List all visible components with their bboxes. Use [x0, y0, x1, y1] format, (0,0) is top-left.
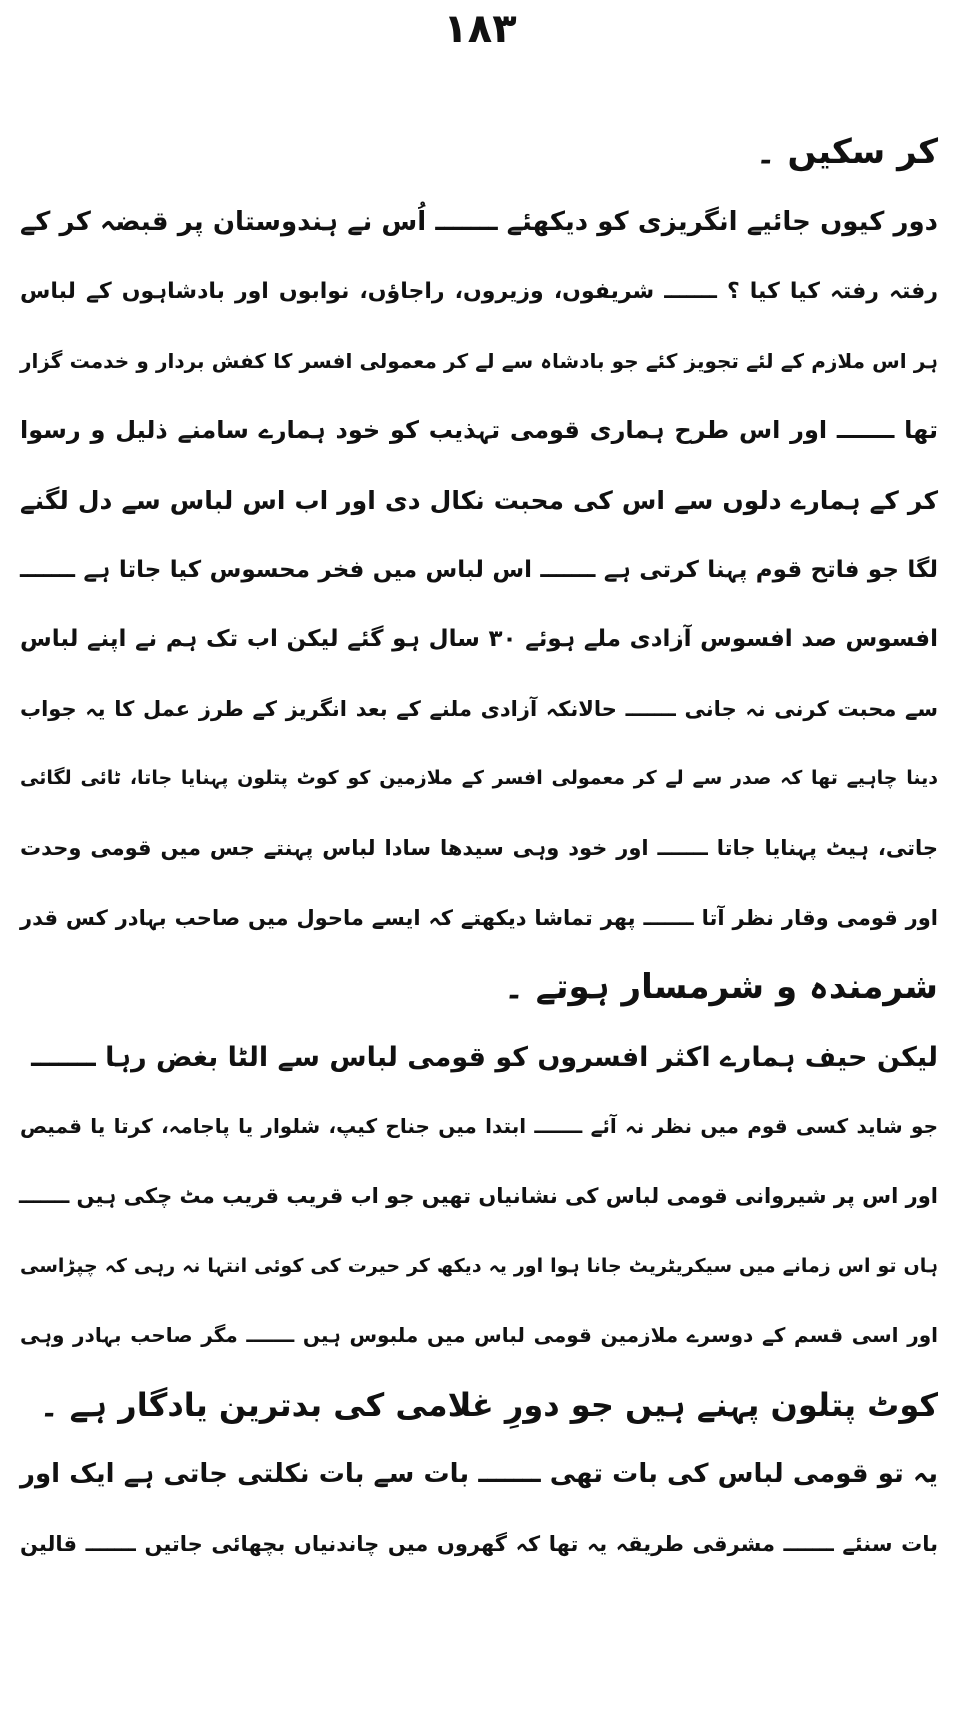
- text-line: دینا چاہیے تھا کہ صدر سے لے کر معمولی افسر کے ملازمین کو کوٹ پتلون پہنایا جاتا، ٹائی لگائی: [20, 767, 938, 790]
- text-line: افسوس صد افسوس آزادی ملے ہوئے ۳۰ سال ہو گئے لیکن اب تک ہم نے اپنے لباس: [20, 626, 938, 653]
- text-line: یہ تو قومی لباس کی بات تھی ـــــــ بات سے بات نکلتی جاتی ہے ایک اور: [20, 1459, 938, 1490]
- text-line: کر سکیں ۔: [755, 132, 938, 172]
- text-line: سے محبت کرنی نہ جانی ـــــــ حالانکہ آزادی ملنے کے بعد انگریز کے طرز عمل کا یہ جواب: [20, 696, 938, 721]
- text-line: تھا ـــــــ اور اس طرح ہماری قومی تہذیب کو خود ہمارے سامنے ذلیل و رسوا: [20, 416, 938, 445]
- text-line: اور اسی قسم کے دوسرے ملازمین قومی لباس میں ملبوس ہیں ـــــــ مگر صاحب بہادر وہی: [20, 1323, 938, 1348]
- text-line: لگا جو فاتح قوم پہنا کرتی ہے ـــــــ اس لباس میں فخر محسوس کیا جاتا ہے ـــــــ: [20, 556, 938, 583]
- text-line: ہاں تو اس زمانے میں سیکریٹریٹ جانا ہوا اور یہ دیکھ کر حیرت کی کوئی انتہا نہ رہی کہ چپڑاسی: [20, 1254, 938, 1277]
- text-body: [20, 118, 938, 1579]
- text-line: لیکن حیف ہمارے اکثر افسروں کو قومی لباس سے الٹا بغض رہا ـــــــ: [31, 1041, 938, 1073]
- text-line: اور اس پر شیروانی قومی لباس کی نشانیاں تھیں جو اب قریب قریب مٹ چکی ہیں ـــــــ: [19, 1183, 938, 1208]
- text-line: کر کے ہمارے دلوں سے اس کی محبت نکال دی اور اب اس لباس سے دل لگنے: [20, 485, 938, 515]
- text-line: ہر اس ملازم کے لئے تجویز کئے جو بادشاہ سے لے کر معمولی افسر کا کفش بردار و خدمت گزار: [20, 348, 938, 373]
- text-line: جاتی، ہیٹ پہنایا جاتا ـــــــ اور خود وہی سیدھا سادا لباس پہنتے جس میں قومی وحدت: [20, 835, 938, 860]
- text-line: شرمندہ و شرمسار ہوتے ۔: [504, 967, 938, 1008]
- text-line: دور کیوں جائیے انگریزی کو دیکھئے ـــــــ اُس نے ہندوستان پر قبضہ کر کے: [20, 206, 938, 237]
- page-number: ۱۸۳: [443, 6, 517, 52]
- text-line: رفتہ رفتہ کیا کیا ؟ ـــــــ شریفوں، وزیروں، راجاؤں، نوابوں اور بادشاہوں کے لباس: [20, 279, 938, 305]
- text-line: اور قومی وقار نظر آتا ـــــــ پھر تماشا دیکھتے کہ ایسے ماحول میں صاحب بہادر کس قدر: [20, 905, 938, 930]
- text-line: جو شاید کسی قوم میں نظر نہ آئے ـــــــ ابتدا میں جناح کیپ، شلوار یا پاجامہ، کرتا یا قمیص: [20, 1114, 938, 1139]
- text-line: بات سنئے ـــــــ مشرقی طریقہ یہ تھا کہ گھروں میں چاندنیاں بچھائی جاتیں ـــــــ قالین: [20, 1531, 938, 1556]
- text-line: کوٹ پتلون پہنے ہیں جو دورِ غلامی کی بدترین یادگار ہے ۔: [39, 1385, 938, 1424]
